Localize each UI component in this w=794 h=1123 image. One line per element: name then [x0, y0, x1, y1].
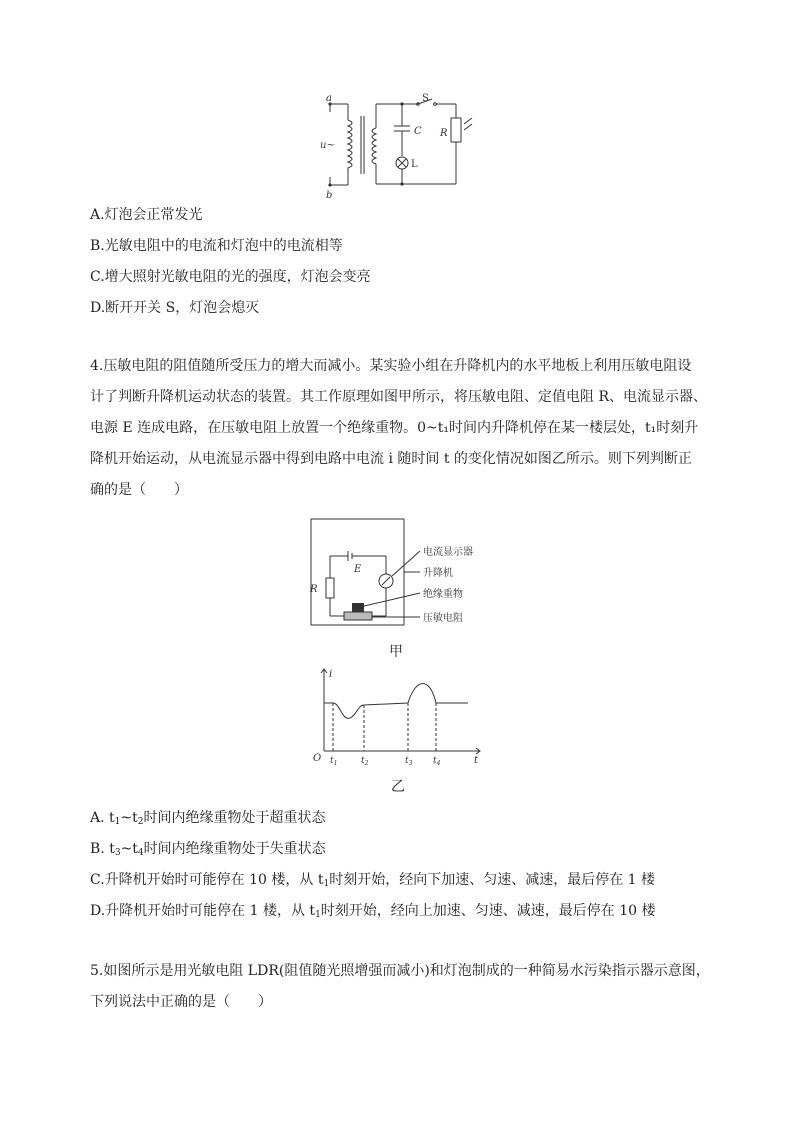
- battery-E-label: E: [354, 564, 362, 575]
- q4-stem-line: 计了判断升降机运动状态的装置。其工作原理如图甲所示，将压敏电阻、定值电阻 R、电流显示器、: [90, 389, 707, 405]
- q3-option-c: C.增大照射光敏电阻的光的强度，灯泡会变亮: [90, 269, 371, 285]
- label-insulated-weight: 绝缘重物: [423, 589, 463, 600]
- tick-t4: $t_4$: [433, 756, 441, 767]
- q3-option-b: B.光敏电阻中的电流和灯泡中的电流相等: [90, 238, 343, 254]
- resistor-label: R: [440, 128, 448, 139]
- figure-jia-caption: 甲: [389, 644, 403, 660]
- tick-t2: $t_2$: [361, 756, 369, 767]
- resistor-R-label: R: [310, 584, 318, 595]
- q5-stem-line: 下列说法中正确的是（ ）: [90, 994, 272, 1010]
- q5-stem-line: 5.如图所示是用光敏电阻 LDR(阻值随光照增强而减小)和灯泡制成的一种简易水污染指示器示意图，: [90, 963, 710, 979]
- q4-stem-line: 降机开始运动，从电流显示器中得到电路中电流 i 随时间 t 的变化情况如图乙所示。则下列判断正: [90, 451, 692, 467]
- terminal-b-label: b: [326, 190, 333, 201]
- label-pressure-resistor: 压敏电阻: [423, 613, 463, 624]
- q5-stem: [90, 961, 710, 1023]
- transformer-circuit-figure: [318, 92, 478, 202]
- source-label: u~: [320, 140, 335, 151]
- label-current-display: 电流显示器: [423, 547, 473, 558]
- switch-label: S: [422, 93, 429, 104]
- q3-option-a: A.灯泡会正常发光: [90, 207, 203, 223]
- label-elevator: 升降机: [423, 568, 453, 579]
- q4-option-c: C.升降机开始时可能停在 10 楼，从 $t_1$时刻开始，经向下加速、匀速、减速，最后停在 1 楼: [90, 872, 656, 889]
- q4-stem-line: 电源 E 连成电路，在压敏电阻上放置一个绝缘重物。0~t₁时间内升降机停在某一楼层处，t₁时刻升: [90, 420, 699, 436]
- q4-stem: [90, 356, 707, 511]
- q4-option-b: B. $t_3\sim t_4$时间内绝缘重物处于失重状态: [90, 841, 326, 858]
- q4-option-d: D.升降机开始时可能停在 1 楼，从 $t_1$时刻开始，经向上加速、匀速、减速，最后停在 10 楼: [90, 903, 656, 920]
- capacitor-label: C: [414, 126, 422, 137]
- axis-i-label: i: [329, 669, 333, 680]
- axis-t-label: t: [474, 755, 479, 766]
- q4-stem-line: 确的是（ ）: [90, 482, 188, 498]
- terminal-a-label: a: [326, 93, 332, 104]
- tick-t1: $t_1$: [330, 756, 338, 767]
- lamp-label: L: [411, 159, 418, 170]
- tick-t3: $t_3$: [405, 756, 413, 767]
- figure-yi-current-graph: [308, 663, 488, 773]
- q4-option-a: A. $t_1\sim t_2$时间内绝缘重物处于超重状态: [90, 810, 326, 827]
- q3-option-d: D.断开开关 S，灯泡会熄灭: [90, 300, 260, 316]
- origin-label: O: [313, 753, 322, 764]
- figure-jia-elevator-circuit: [308, 516, 488, 631]
- q4-stem-line: 4.压敏电阻的阻值随所受压力的增大而减小。某实验小组在升降机内的水平地板上利用压敏电阻设: [90, 358, 692, 374]
- figure-yi-caption: 乙: [391, 779, 405, 795]
- current-curve: [324, 684, 468, 719]
